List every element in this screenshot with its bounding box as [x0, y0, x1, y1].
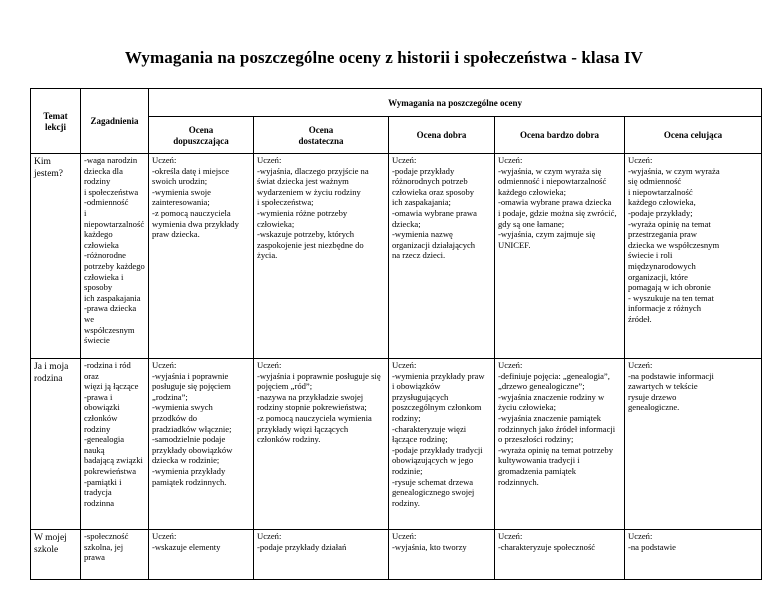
- header-row-group: [31, 89, 762, 117]
- table-row: [31, 530, 762, 580]
- table-row: [31, 154, 762, 359]
- row-grade-very-good: Uczeń: -wyjaśnia, w czym wyraża się odmienność i niepowtarzalność każdego człowieka; -omawia wybrane prawa dziecka i podaje, gdzie można się zwrócić, gdy są one łamane; -wyjaśnia, czym zajmuje się UNICEF.: [495, 154, 625, 359]
- row-grade-excellent: Uczeń: -na podstawie informacji zawartych w tekście rysuje drzewo genealogiczne.: [625, 359, 762, 530]
- document-title: Wymagania na poszczególne oceny z historii i społeczeństwa - klasa IV: [124, 48, 644, 67]
- header-issues: Zagadnienia: [81, 89, 149, 154]
- row-grade-excellent: Uczeń: -na podstawie: [625, 530, 762, 580]
- row-grade-satisfactory: Uczeń: -podaje przykłady działań: [254, 530, 389, 580]
- requirements-table: [30, 88, 762, 580]
- table-row: [31, 359, 762, 530]
- row-topic: W mojej szkole: [31, 530, 81, 580]
- row-grade-good: Uczeń: -wyjaśnia, kto tworzy: [389, 530, 495, 580]
- row-grade-very-good: Uczeń: -definiuje pojęcia: „genealogia”, „drzewo genealogiczne”; -wyjaśnia znaczenie rodziny w życiu człowieka; -wyjaśnia znaczenie pamiątek rodzinnych jako źródeł informacji o przeszłości rodziny; -wyraża opinię na temat potrzeby kultywowania tradycji i gromadzenia pamiątek rodzinnych.: [495, 359, 625, 530]
- row-grade-sufficient: Uczeń: -wyjaśnia i poprawnie posługuje się pojęciem „rodzina”; -wymienia swych przodków do pradziadków włącznie; -samodzielnie podaje przykłady obowiązków dziecka w rodzinie; -wymienia przykłady pamiątek rodzinnych.: [149, 359, 254, 530]
- row-grade-sufficient: Uczeń: -określa datę i miejsce swoich urodzin; -wymienia swoje zainteresowania; -z pomocą nauczyciela wymienia dwa przykłady praw dziecka.: [149, 154, 254, 359]
- header-grade-good: Ocena dobra: [389, 117, 495, 154]
- header-grade-satisfactory: Ocena dostateczna: [254, 117, 389, 154]
- row-issues: -rodzina i ród oraz więzi ją łączące -prawa i obowiązki członków rodziny -genealogia nauką badającą związki pokrewieństwa -pamiątki i tradycja rodzinna: [81, 359, 149, 530]
- header-grade-very-good: Ocena bardzo dobra: [495, 117, 625, 154]
- row-grade-satisfactory: Uczeń: -wyjaśnia, dlaczego przyjście na świat dziecka jest ważnym wydarzeniem w życiu rodziny i społeczeństwa; -wymienia różne potrzeby człowieka; -wskazuje potrzeby, których zaspokojenie jest niezbędne do życia.: [254, 154, 389, 359]
- row-grade-good: Uczeń: -wymienia przykłady praw i obowiązków przysługujących poszczególnym członkom rodziny; -charakteryzuje więzi łączące rodzinę; -podaje przykłady tradycji obowiązujących w jego rodzinie; -rysuje schemat drzewa genealogicznego swojej rodziny.: [389, 359, 495, 530]
- header-requirements: Wymagania na poszczególne oceny: [149, 89, 762, 117]
- header-topic: Temat lekcji: [31, 89, 81, 154]
- row-grade-satisfactory: Uczeń: -wyjaśnia i poprawnie posługuje się pojęciem „ród”; -nazywa na przykładzie swojej rodziny stopnie pokrewieństwa; -z pomocą nauczyciela wymienia przykłady więzi łączących członków rodziny.: [254, 359, 389, 530]
- row-topic: Kim jestem?: [31, 154, 81, 359]
- row-grade-good: Uczeń: -podaje przykłady różnorodnych potrzeb człowieka oraz sposoby ich zaspakajania; -omawia wybrane prawa dziecka; -wymienia nazwę organizacji działających na rzecz dzieci.: [389, 154, 495, 359]
- row-issues: -społeczność szkolna, jej prawa: [81, 530, 149, 580]
- row-grade-excellent: Uczeń: -wyjaśnia, w czym wyraża się odmienność i niepowtarzalność każdego człowieka, -podaje przykłady; -wyraża opinię na temat przestrzegania praw dziecka we współczesnym świecie i roli międzynarodowych organizacji, które pomagają w ich obronie - wyszukuje na ten temat informacje z różnych źródeł.: [625, 154, 762, 359]
- row-issues: -waga narodzin dziecka dla rodziny i społeczeństwa -odmienność i niepowtarzalność każdego człowieka -różnorodne potrzeby każdego człowieka i sposoby ich zaspakajania -prawa dziecka we współczesnym świecie: [81, 154, 149, 359]
- header-grade-sufficient: Ocena dopuszczająca: [149, 117, 254, 154]
- row-topic: Ja i moja rodzina: [31, 359, 81, 530]
- row-grade-sufficient: Uczeń: -wskazuje elementy: [149, 530, 254, 580]
- header-grade-excellent: Ocena celująca: [625, 117, 762, 154]
- row-grade-very-good: Uczeń: -charakteryzuje społeczność: [495, 530, 625, 580]
